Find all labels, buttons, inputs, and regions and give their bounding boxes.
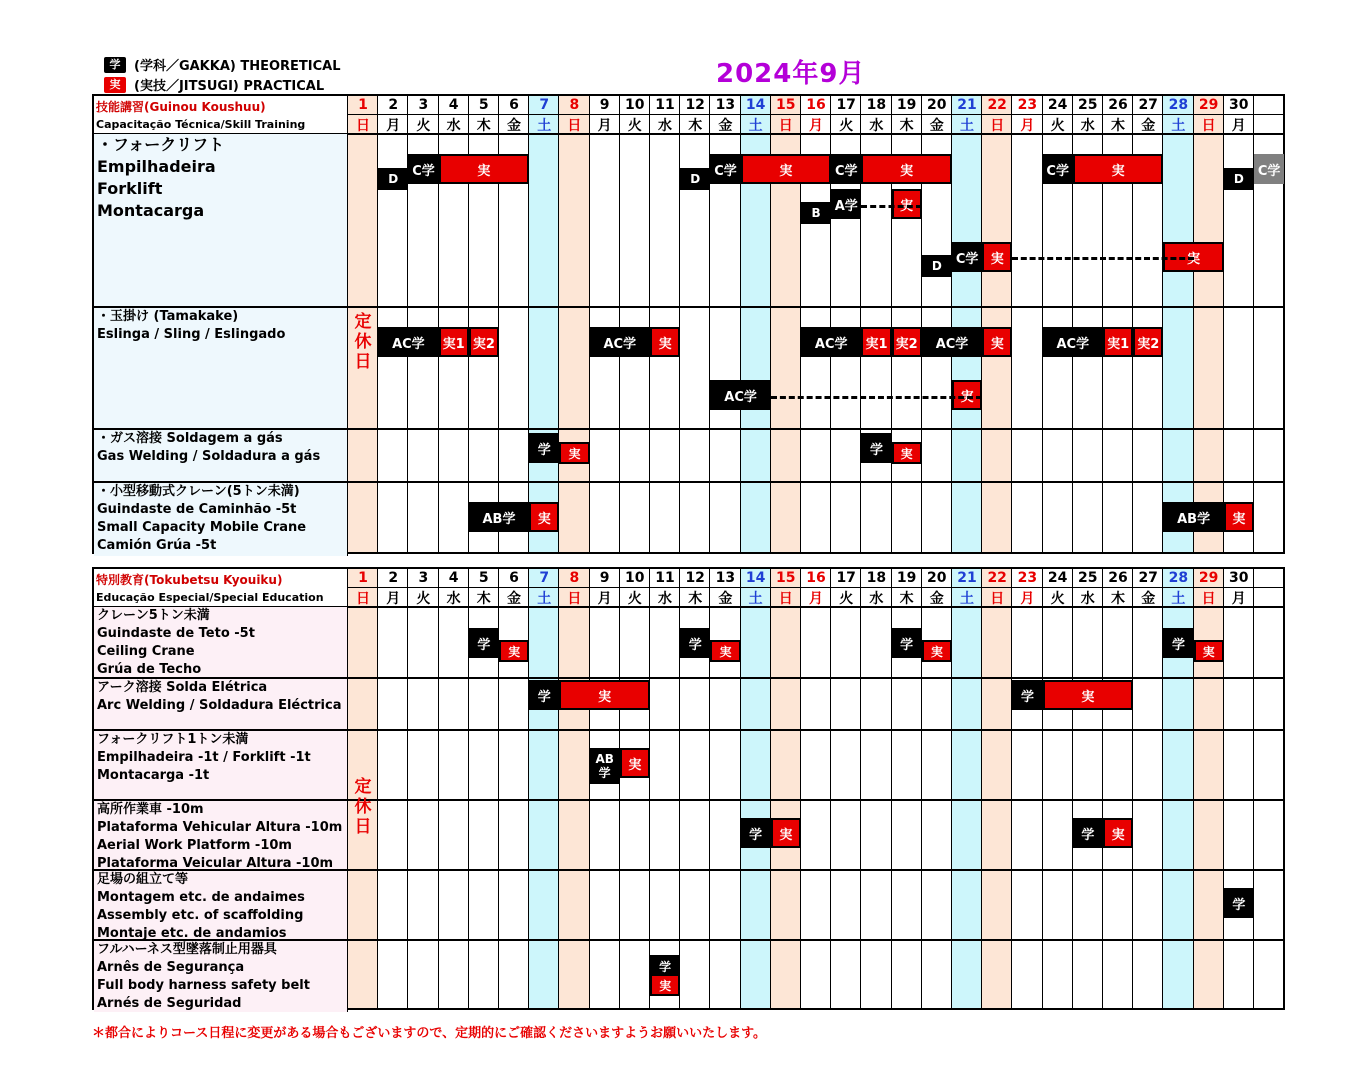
day-number: 8 (569, 97, 580, 113)
row-separator (94, 729, 1283, 731)
practical-session: 実2 (892, 327, 922, 357)
day-weekday: 金 (507, 591, 521, 607)
day-column (922, 569, 952, 1008)
day-column (1012, 569, 1042, 1008)
section-skill-training (92, 94, 1285, 554)
day-weekday: 木 (1111, 118, 1125, 134)
day-column (439, 569, 469, 1008)
course-label (94, 871, 348, 941)
day-column (1133, 569, 1163, 1008)
theory-session: 学 (529, 433, 559, 463)
day-number: 20 (927, 570, 947, 586)
practical-session: 実1 (1103, 327, 1133, 357)
course-label-line: Plataforma Vehicular Altura -10m (97, 820, 343, 835)
practical-session: 実 (982, 327, 1012, 357)
course-label (94, 607, 348, 679)
row-separator (94, 939, 1283, 941)
practical-session: 実 (1163, 242, 1223, 272)
day-number: 24 (1047, 570, 1068, 586)
day-number: 2 (388, 570, 399, 586)
day-weekday: 火 (416, 591, 431, 607)
section2-title: 特別教育(Tokubetsu Kyouiku) (96, 573, 283, 587)
day-number: 13 (715, 97, 736, 113)
day-weekday: 金 (1141, 118, 1156, 134)
theory-icon: 学 (104, 57, 126, 73)
practical-session: 実 (559, 442, 589, 464)
day-weekday: 日 (1201, 118, 1216, 134)
day-column (650, 96, 680, 552)
day-column (1163, 96, 1193, 552)
day-number: 15 (776, 97, 796, 113)
day-weekday: 水 (869, 591, 884, 607)
day-weekday: 水 (446, 591, 461, 607)
day-weekday: 木 (688, 118, 703, 134)
course-label (94, 731, 348, 801)
day-weekday: 水 (1080, 591, 1095, 607)
theory-session: D (378, 168, 408, 190)
day-weekday: 火 (1050, 118, 1065, 134)
section1-subtitle: Capacitação Técnica/Skill Training (96, 118, 306, 131)
day-number: 16 (806, 570, 826, 586)
practical-session: 実 (892, 189, 922, 219)
day-column (1224, 96, 1254, 552)
course-label-line: Forklift (97, 179, 163, 198)
legend-practical (104, 75, 324, 94)
day-weekday: 水 (869, 118, 884, 134)
course-label (94, 941, 348, 1012)
day-weekday: 木 (688, 591, 703, 607)
row-separator (94, 799, 1283, 801)
practical-session: 実 (529, 502, 559, 532)
day-column (529, 96, 559, 552)
theory-session: AB学 (469, 502, 529, 532)
practical-session: 実 (892, 442, 922, 464)
day-weekday: 土 (1171, 118, 1186, 134)
day-weekday: 日 (990, 118, 1005, 134)
practical-session: 実 (952, 380, 982, 410)
day-column (982, 96, 1012, 552)
course-label-line: ・ガス溶接 Soldagem a gás (97, 431, 283, 446)
day-column (529, 569, 559, 1008)
course-label (94, 483, 348, 556)
course-label-line: Montaje etc. de andamios (97, 926, 287, 941)
practical-session: 実 (559, 680, 650, 710)
day-weekday: 木 (899, 591, 914, 607)
day-weekday: 土 (1171, 591, 1186, 607)
theory-label: (学科／GAKKA) THEORETICAL (134, 59, 341, 74)
day-weekday: 日 (356, 591, 370, 607)
row-separator (94, 481, 1283, 483)
day-column (801, 569, 831, 1008)
day-column (710, 569, 740, 1008)
header-divider (348, 114, 1283, 115)
practical-session: 実2 (469, 327, 499, 357)
day-weekday: 日 (567, 118, 582, 134)
theory-session: 学 (1073, 818, 1103, 848)
day-number: 28 (1168, 97, 1189, 113)
theory-session: AC学 (590, 327, 650, 357)
day-number: 30 (1229, 570, 1249, 586)
day-weekday: 水 (1080, 118, 1095, 134)
day-weekday: 金 (718, 591, 733, 607)
theory-session: 学 (1224, 888, 1254, 918)
practical-session: 実 (650, 327, 680, 357)
theory-session: 学 (529, 680, 559, 710)
practical-session: 実 (982, 242, 1012, 272)
day-number: 21 (957, 570, 977, 586)
day-number: 30 (1229, 97, 1249, 113)
row-separator (94, 677, 1283, 679)
theory-session: D (1224, 168, 1254, 190)
day-weekday: 水 (658, 118, 672, 134)
day-number: 11 (655, 570, 675, 586)
section-special-education (92, 567, 1285, 1010)
day-column (1194, 96, 1224, 552)
practical-session: 実 (1043, 680, 1134, 710)
schedule-change-note: ＊都合によりコース日程に変更がある場合もございますので、定期的にご確認くださいますようお願いいたします。 (92, 1026, 767, 1041)
theory-session: 学 (469, 628, 499, 658)
theory-session: C学 (831, 154, 861, 184)
course-label-line: Grúa de Techo (97, 662, 202, 677)
course-label-line: Gas Welding / Soldadura a gás (97, 449, 321, 464)
day-column (952, 96, 982, 552)
day-weekday: 日 (990, 591, 1005, 607)
day-weekday: 月 (1231, 118, 1246, 134)
day-number: 9 (599, 97, 610, 113)
theory-session: 学 (861, 433, 891, 463)
day-number: 15 (776, 570, 796, 586)
day-weekday: 月 (1020, 591, 1035, 607)
day-weekday: 火 (839, 591, 854, 607)
day-weekday: 火 (627, 118, 642, 134)
day-weekday: 火 (1050, 591, 1065, 607)
day-number: 18 (866, 97, 887, 113)
day-number: 29 (1198, 97, 1219, 113)
theory-session: AC学 (801, 327, 861, 357)
day-column (741, 569, 771, 1008)
day-weekday: 月 (1231, 591, 1246, 607)
day-number: 26 (1108, 570, 1128, 586)
day-weekday: 金 (507, 118, 521, 134)
day-weekday: 土 (960, 591, 974, 607)
day-number: 7 (539, 570, 550, 586)
day-number: 6 (509, 97, 519, 113)
day-weekday: 木 (1111, 591, 1125, 607)
practical-session: 実 (1103, 818, 1133, 848)
course-label-line: Aerial Work Platform -10m (97, 838, 292, 853)
day-number: 19 (896, 97, 917, 113)
practical-icon: 実 (104, 77, 126, 93)
course-label-line: Camión Grúa -5t (97, 538, 217, 553)
section1-title: 技能講習(Guinou Koushuu) (96, 100, 266, 114)
day-weekday: 火 (627, 591, 642, 607)
day-number: 6 (509, 570, 519, 586)
practical-session: 実2 (1133, 327, 1163, 357)
day-number: 13 (715, 570, 736, 586)
day-number: 9 (599, 570, 610, 586)
day-column (620, 569, 650, 1008)
day-number: 8 (569, 570, 580, 586)
day-weekday: 日 (778, 591, 793, 607)
course-label-line: ・小型移動式クレーン(5トン未満) (97, 484, 300, 499)
day-number: 10 (625, 570, 645, 586)
course-label-line: Montacarga (97, 201, 205, 220)
course-label-line: Plataforma Veicular Altura -10m (97, 856, 334, 871)
day-column (378, 96, 408, 552)
course-label-line: Montagem etc. de andaimes (97, 890, 305, 905)
theory-session: 学 (741, 818, 771, 848)
day-weekday: 木 (476, 591, 491, 607)
day-weekday: 月 (386, 591, 401, 607)
course-label-line: 足場の組立て等 (97, 872, 189, 887)
course-label (94, 801, 348, 871)
course-label-line: Empilhadeira -1t / Forklift -1t (97, 750, 311, 765)
schedule-connector (861, 205, 921, 208)
day-column (620, 96, 650, 552)
theory-session: 学 (892, 628, 922, 658)
day-column (408, 569, 438, 1008)
day-column (952, 569, 982, 1008)
theory-session: AB学 (1163, 502, 1223, 532)
course-label-line: Small Capacity Mobile Crane (97, 520, 307, 535)
day-column (1194, 569, 1224, 1008)
day-number: 26 (1108, 97, 1128, 113)
day-column (559, 569, 589, 1008)
practical-session: 実 (1073, 154, 1164, 184)
day-number: 28 (1168, 570, 1189, 586)
day-weekday: 日 (567, 591, 582, 607)
course-label-line: Full body harness safety belt (97, 978, 310, 993)
day-weekday: 日 (356, 118, 370, 134)
practical-session: 実 (741, 154, 832, 184)
schedule-connector (1012, 257, 1193, 260)
day-weekday: 土 (537, 591, 552, 607)
regular-holiday-label: 定休日 (354, 777, 372, 837)
regular-holiday-label: 定休日 (354, 312, 372, 372)
day-weekday: 土 (960, 118, 974, 134)
day-weekday: 火 (416, 118, 431, 134)
theory-session: AB学 (590, 748, 620, 784)
day-number: 21 (957, 97, 977, 113)
theory-session: 学 (650, 955, 680, 977)
theory-session: A学 (831, 189, 861, 219)
theory-session: C学 (710, 154, 740, 184)
course-label-line: フルハーネス型墜落制止用器具 (97, 942, 277, 957)
day-column (680, 96, 710, 552)
day-weekday: 月 (597, 591, 612, 607)
day-number: 25 (1078, 570, 1098, 586)
day-number: 3 (418, 570, 429, 586)
day-column (650, 569, 680, 1008)
day-number: 5 (478, 570, 489, 586)
day-column (590, 96, 620, 552)
day-weekday: 月 (809, 591, 823, 607)
day-column (1012, 96, 1042, 552)
course-label (94, 134, 348, 308)
day-weekday: 月 (1020, 118, 1035, 134)
day-number: 22 (987, 570, 1007, 586)
day-number: 29 (1198, 570, 1219, 586)
day-weekday: 火 (839, 118, 854, 134)
header-divider (348, 587, 1283, 588)
course-label-line: Arnés de Seguridad (97, 996, 242, 1011)
day-column (1043, 569, 1073, 1008)
theory-session: AC学 (710, 380, 770, 410)
course-label-line: Ceiling Crane (97, 644, 195, 659)
day-column (559, 96, 589, 552)
day-column (378, 569, 408, 1008)
practical-session: 実 (620, 748, 650, 778)
row-separator (94, 869, 1283, 871)
section2-subtitle: Educação Especial/Special Education (96, 591, 324, 604)
day-number: 1 (358, 570, 368, 586)
day-weekday: 木 (899, 118, 914, 134)
course-label-line: Montacarga -1t (97, 768, 210, 783)
theory-session: C学 (1254, 154, 1284, 184)
course-label-line: 高所作業車 -10m (97, 802, 204, 817)
day-number: 10 (625, 97, 645, 113)
day-number: 14 (745, 570, 766, 586)
theory-session: 学 (1163, 628, 1193, 658)
theory-session: AC学 (378, 327, 438, 357)
course-label (94, 430, 348, 483)
day-number: 25 (1078, 97, 1098, 113)
course-label-line: フォークリフト1トン未満 (97, 732, 249, 747)
day-weekday: 水 (658, 591, 672, 607)
day-column (982, 569, 1012, 1008)
practical-session: 実 (1194, 640, 1224, 662)
theory-session: AC学 (1043, 327, 1103, 357)
course-label-line: Eslinga / Sling / Eslingado (97, 327, 286, 342)
course-label-line: クレーン5トン未満 (97, 608, 210, 623)
practical-session: 実 (1224, 502, 1254, 532)
day-weekday: 土 (537, 118, 552, 134)
day-column (1073, 569, 1103, 1008)
day-weekday: 金 (1141, 591, 1156, 607)
day-number: 27 (1138, 570, 1158, 586)
day-column (1224, 569, 1254, 1008)
course-label-line: Empilhadeira (97, 157, 216, 176)
day-column (831, 569, 861, 1008)
page-title: 2024年9月 (716, 59, 866, 89)
course-label-line: Arc Welding / Soldadura Eléctrica (97, 698, 342, 713)
practical-session: 実 (861, 154, 952, 184)
course-label-line: ・フォークリフト (97, 135, 225, 154)
day-weekday: 月 (386, 118, 401, 134)
practical-session: 実1 (439, 327, 469, 357)
practical-session: 実 (922, 640, 952, 662)
course-label (94, 679, 348, 731)
day-number: 14 (745, 97, 766, 113)
day-column (499, 569, 529, 1008)
theory-session: D (680, 168, 710, 190)
theory-session: C学 (408, 154, 438, 184)
row-separator (94, 428, 1283, 430)
day-weekday: 水 (446, 118, 461, 134)
day-number: 5 (478, 97, 489, 113)
day-number: 17 (836, 570, 856, 586)
practical-session: 実 (771, 818, 801, 848)
day-weekday: 日 (778, 118, 793, 134)
day-column (590, 569, 620, 1008)
theory-session: 学 (1012, 680, 1042, 710)
day-weekday: 金 (929, 118, 944, 134)
practical-session: 実 (439, 154, 530, 184)
day-column (861, 569, 891, 1008)
theory-session: B (801, 202, 831, 224)
theory-session: C学 (952, 242, 982, 272)
day-number: 22 (987, 97, 1007, 113)
course-label-line: ・玉掛け (Tamakake) (97, 309, 239, 324)
day-number: 27 (1138, 97, 1158, 113)
day-number: 3 (418, 97, 429, 113)
day-weekday: 日 (1201, 591, 1216, 607)
day-number: 4 (448, 570, 459, 586)
day-number: 16 (806, 97, 826, 113)
day-number: 23 (1017, 570, 1038, 586)
course-label-line: Arnês de Segurança (97, 960, 245, 975)
day-weekday: 土 (748, 118, 763, 134)
day-number: 19 (896, 570, 917, 586)
day-number: 4 (448, 97, 459, 113)
day-number: 2 (388, 97, 399, 113)
practical-session: 実 (710, 640, 740, 662)
practical-session: 実1 (861, 327, 891, 357)
course-label (94, 308, 348, 430)
day-column (771, 569, 801, 1008)
theory-session: AC学 (922, 327, 982, 357)
practical-session: 実 (650, 974, 680, 996)
theory-session: 学 (680, 628, 710, 658)
day-weekday: 金 (929, 591, 944, 607)
day-weekday: 木 (476, 118, 491, 134)
schedule-connector (771, 396, 982, 399)
course-label-line: Guindaste de Teto -5t (97, 626, 255, 641)
row-separator (94, 306, 1283, 308)
day-weekday: 土 (748, 591, 763, 607)
day-number: 20 (927, 97, 947, 113)
day-number: 23 (1017, 97, 1038, 113)
day-number: 24 (1047, 97, 1068, 113)
day-number: 11 (655, 97, 675, 113)
course-label-line: Guindaste de Caminhão -5t (97, 502, 297, 517)
day-column (1103, 569, 1133, 1008)
day-weekday: 月 (809, 118, 823, 134)
day-number: 18 (866, 570, 887, 586)
theory-session: D (922, 255, 952, 277)
day-weekday: 月 (597, 118, 612, 134)
day-number: 7 (539, 97, 550, 113)
day-weekday: 金 (718, 118, 733, 134)
day-number: 12 (685, 97, 705, 113)
theory-session: C学 (1043, 154, 1073, 184)
course-label-line: アーク溶接 Solda Elétrica (97, 680, 268, 695)
practical-label: (実技／JITSUGI) PRACTICAL (134, 79, 325, 94)
day-number: 17 (836, 97, 856, 113)
course-label-line: Assembly etc. of scaffolding (97, 908, 304, 923)
day-number: 12 (685, 570, 705, 586)
day-number: 1 (358, 97, 368, 113)
legend-theory (104, 55, 341, 74)
practical-session: 実 (499, 640, 529, 662)
